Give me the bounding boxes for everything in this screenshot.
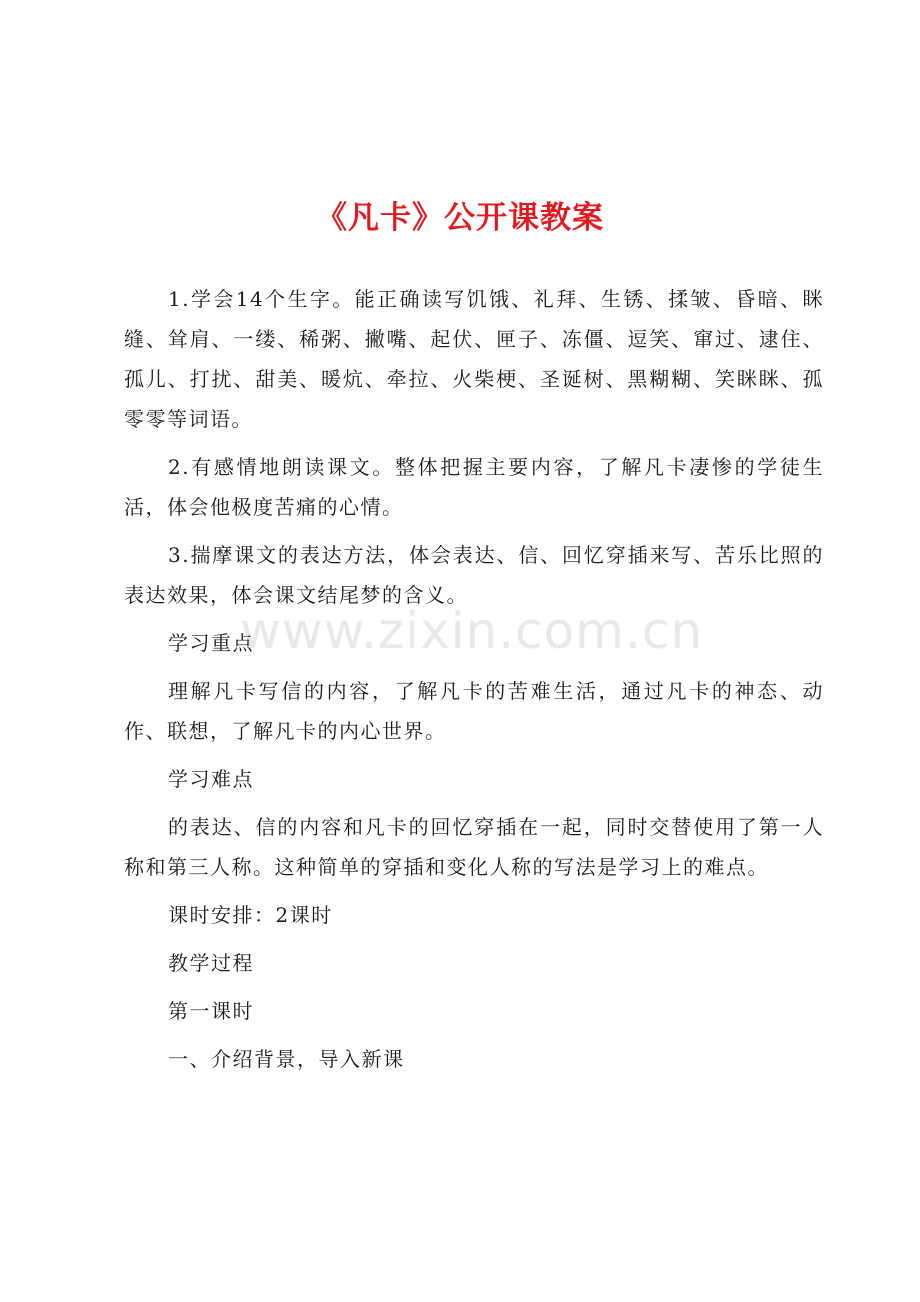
paragraph-key-points: 理解凡卡写信的内容，了解凡卡的苦难生活，通过凡卡的神态、动作、联想，了解凡卡的内心世界。: [124, 679, 824, 743]
paragraph-objective-3: 3.揣摩课文的表达方法，体会表达、信、回忆穿插来写、苦乐比照的表达效果，体会课文结尾梦的含义。: [124, 543, 824, 607]
heading-first-lesson: 第一课时: [168, 999, 254, 1023]
document-body: [124, 279, 824, 1087]
heading-section-one: 一、介绍背景，导入新课: [168, 1047, 405, 1071]
paragraph-difficulties: 的表达、信的内容和凡卡的回忆穿插在一起，同时交替使用了第一人称和第三人称。这种简单的穿插和变化人称的写法是学习上的难点。: [124, 815, 824, 879]
watermark: www.zixin.com.cn: [240, 602, 704, 660]
heading-difficulties: 学习难点: [168, 767, 254, 791]
paragraph-objective-2: 2.有感情地朗读课文。整体把握主要内容，了解凡卡凄惨的学徒生活，体会他极度苦痛的心情。: [124, 455, 824, 519]
paragraph-objective-1: 1.学会14个生字。能正确读写饥饿、礼拜、生锈、揉皱、昏暗、眯缝、耸肩、一缕、稀粥、撇嘴、起伏、匣子、冻僵、逗笑、窜过、逮住、孤儿、打扰、甜美、暖炕、牵拉、火柴梗、圣诞树、黑糊糊、笑眯眯、孤零零等词语。: [124, 287, 824, 431]
document-title: 《凡卡》公开课教案: [316, 200, 604, 236]
heading-key-points: 学习重点: [168, 631, 254, 655]
paragraph-schedule: 课时安排：2课时: [168, 903, 333, 927]
heading-teaching-process: 教学过程: [168, 951, 254, 975]
